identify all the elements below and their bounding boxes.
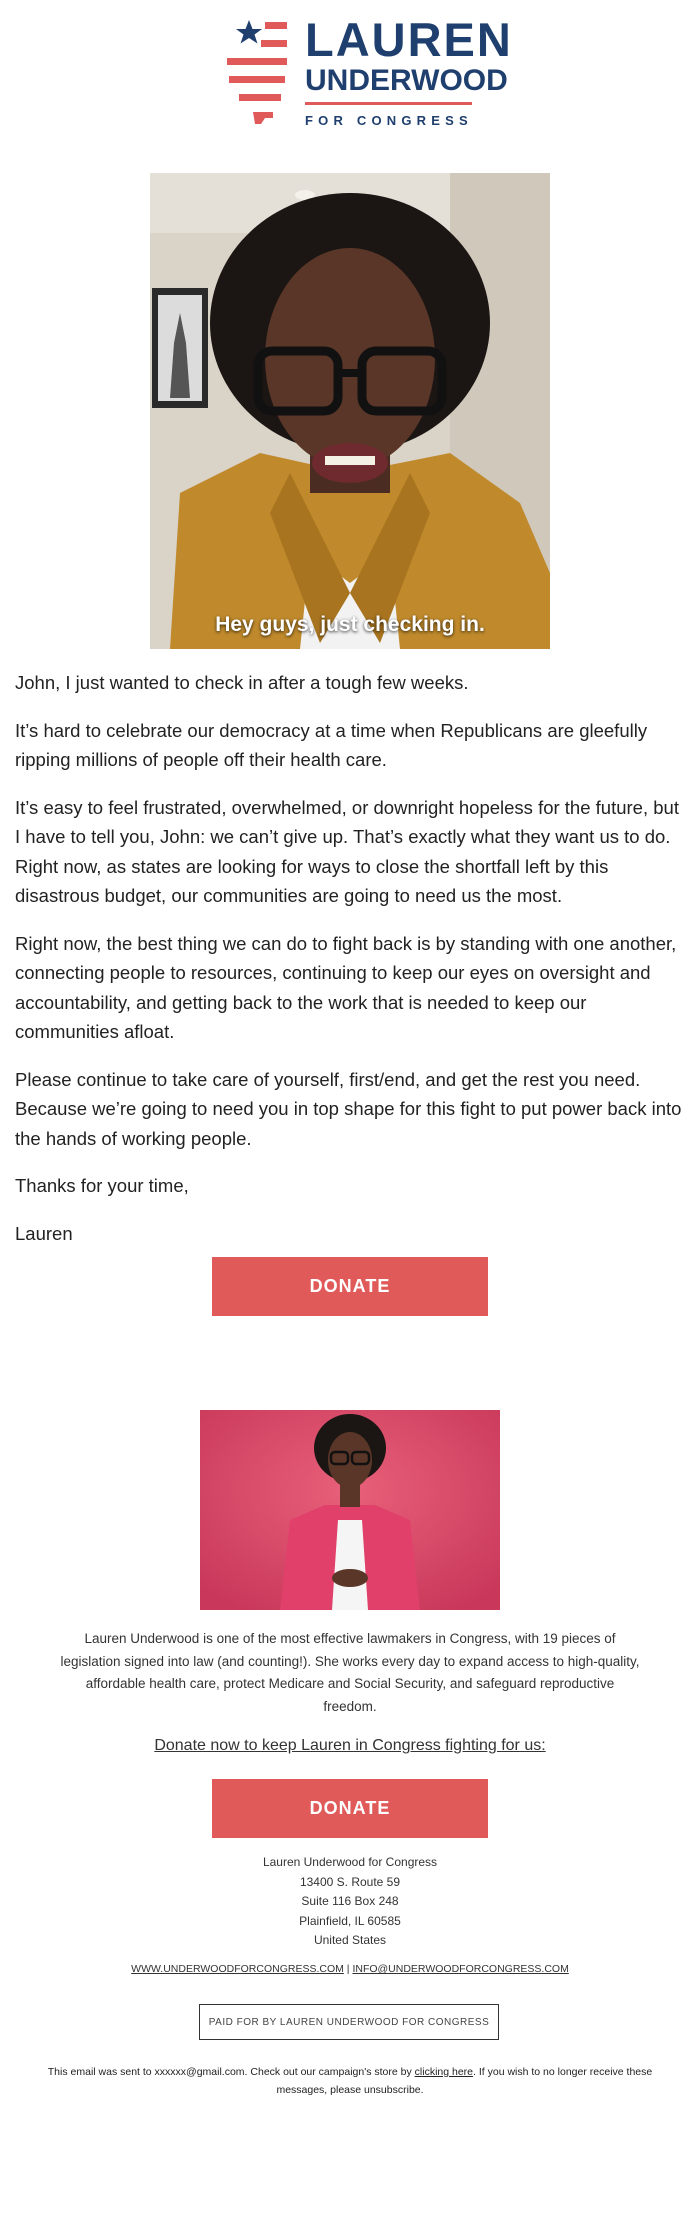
disclaimer-text-after: . If you wish to no longer receive these messages, please unsubscribe.	[276, 2066, 653, 2096]
address-line-2: 13400 S. Route 59	[299, 1874, 401, 1889]
store-link[interactable]: clicking here	[414, 2066, 474, 2078]
body-paragraph-2: It’s hard to celebrate our democracy at a time when Republicans are gleefully ripping millions of people off their health care.	[15, 719, 648, 770]
body-sign-off: Thanks for your time,	[15, 1175, 189, 1196]
body-paragraph-4: Right now, the best thing we can do to fight back is by standing with one another, connecting people to resources, continuing to keep our eyes on oversight and accountability, and getting back to the work that is needed to keep our communities afloat.	[15, 932, 677, 1042]
illinois-flag-icon	[225, 16, 305, 136]
body-paragraph-5: Please continue to take care of yourself, first/end, and get the rest you need. Because we’re going to need you in top shape for this fight to put power back into the hands of working people.	[15, 1068, 682, 1149]
donate-button-primary[interactable]: DONATE	[212, 1257, 488, 1316]
email-body	[15, 668, 685, 1266]
links-separator: |	[343, 1963, 353, 1975]
hero-photo	[150, 173, 550, 649]
logo-divider	[305, 102, 472, 105]
portrait-photo	[200, 1410, 500, 1610]
campaign-logo[interactable]	[225, 13, 513, 136]
hero-caption: Hey guys, just checking in.	[215, 613, 485, 636]
footer-links	[0, 1963, 700, 1975]
paid-for-box: PAID FOR BY LAUREN UNDERWOOD FOR CONGRESS	[199, 2004, 499, 2040]
logo-for-congress: FOR CONGRESS	[305, 113, 473, 128]
website-link[interactable]: WWW.UNDERWOODFORCONGRESS.COM	[131, 1963, 344, 1975]
address-line-3: Suite 116 Box 248	[301, 1894, 399, 1908]
logo-lauren: LAUREN	[305, 13, 513, 66]
candidate-portrait	[200, 1410, 500, 1610]
body-paragraph-1: John, I just wanted to check in after a tough few weeks.	[15, 672, 469, 693]
address-line-4: Plainfield, IL 60585	[299, 1913, 401, 1928]
address-line-1: Lauren Underwood for Congress	[262, 1855, 438, 1869]
logo-underwood: UNDERWOOD	[305, 64, 508, 97]
address-line-5: United States	[313, 1933, 387, 1947]
logo-wordmark	[305, 13, 513, 128]
donate-cta-link[interactable]	[0, 1737, 700, 1755]
mailing-address	[0, 1853, 700, 1951]
email-link[interactable]: INFO@UNDERWOODFORCONGRESS.COM	[352, 1963, 569, 1975]
donate-cta-text[interactable]: Donate now to keep Lauren in Congress fighting for us:	[154, 1737, 546, 1754]
hero-video-thumbnail[interactable]	[150, 173, 550, 649]
donate-button-secondary[interactable]: DONATE	[212, 1779, 488, 1838]
candidate-bio: Lauren Underwood is one of the most effective lawmakers in Congress, with 19 pieces of legislation signed into law (and counting!). She works every day to expand access to high-quality, affordable health care, protect Medicare and Social Security, and safeguard reproductive freedom.	[60, 1631, 640, 1714]
email-disclaimer	[25, 2063, 675, 2099]
body-paragraph-3: It’s easy to feel frustrated, overwhelmed, or downright hopeless for the future, but I have to tell you, John: we can’t give up. That’s exactly what they want us to do. Right now, as states are looking for ways to close the shortfall left by this disastrous budget, our communities are going to need us the most.	[15, 796, 679, 906]
body-signature: Lauren	[15, 1222, 73, 1244]
disclaimer-text-before: This email was sent to xxxxxx@gmail.com. Check out our campaign's store by	[47, 2066, 415, 2078]
